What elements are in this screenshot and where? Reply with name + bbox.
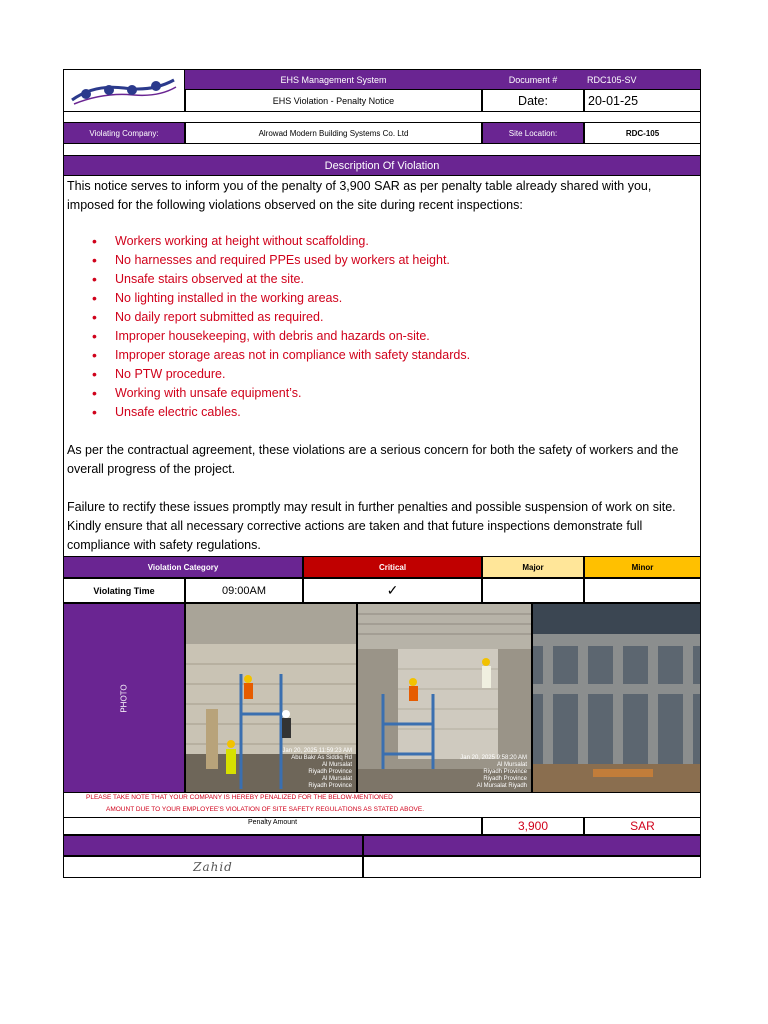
date-value: 20-01-25 [584,89,701,112]
list-item: • No harnesses and required PPEs used by workers at height. [67,251,697,270]
list-item: • Improper housekeeping, with debris and hazards on-site. [67,327,697,346]
site-photo-2 [357,603,532,793]
document-value: RDC105-SV [584,69,701,89]
penalty-amount-value: 3,900 [482,817,584,835]
company-logo [64,70,184,111]
violating-time-label: Violating Time [63,578,185,603]
major-cell [482,578,584,603]
list-item: • No daily report submitted as required. [67,308,697,327]
penalty-notice-line-2: AMOUNT DUE TO YOUR EMPLOYEE'S VIOLATION OF SITE SAFETY REGULATIONS AS STATED ABOVE. [106,806,425,813]
violating-company-label: Violating Company: [63,122,185,144]
minor-header: Minor [584,556,701,578]
site-location-label: Site Location: [482,122,584,144]
violation-list [67,232,697,422]
signature: Zahid [193,860,233,874]
list-item: • Workers working at height without scaffolding. [67,232,697,251]
site-photo-1 [185,603,357,793]
major-header: Major [482,556,584,578]
date-label: Date: [482,89,584,112]
list-item: • Unsafe stairs observed at the site. [67,270,697,289]
site-location-value: RDC-105 [584,122,701,144]
site-photo-3-image [533,604,701,793]
site-photo-3 [532,603,701,793]
spacer-row [63,112,701,122]
list-item: • No PTW procedure. [67,365,697,384]
photo-1-stamp: Jan 20, 2025 11:59:23 AM Abu Bakr As Siddiq Rd Al Mursalat Riyadh Province Al Mursalat Riyadh Province [282,748,352,789]
violating-time-value: 09:00AM [185,578,303,603]
photo-2-stamp: Jan 20, 2025 9:58:20 AM Al Mursalat Riyadh Province Riyadh Province Al Mursalat Riyadh [460,755,527,789]
description-heading: Description Of Violation [63,155,701,176]
notice-title: EHS Violation - Penalty Notice [185,89,482,112]
system-title: EHS Management System [185,69,482,89]
penalty-notice-line-1: PLEASE TAKE NOTE THAT YOUR COMPANY IS HEREBY PENALIZED FOR THE BELOW-MENTIONED [86,794,393,801]
critical-checkmark: ✓ [303,578,482,603]
photo-label-cell [63,603,185,793]
violating-company-value: Alrowad Modern Building Systems Co. Ltd [185,122,482,144]
penalty-notice-block [63,793,701,817]
spacer-row-2 [63,144,701,155]
description-intro: This notice serves to inform you of the penalty of 3,900 SAR as per penalty table already shared with you, imposed for the following violations observed on the site during recent inspections: [67,179,652,212]
critical-header: Critical [303,556,482,578]
description-paragraph-3: Failure to rectify these issues promptly may result in further penalties and possible suspension of work on site. Kindly ensure that all necessary corrective actions are taken and that future inspections demonstrate full compliance with safety regulations. [67,500,676,552]
list-item: • Unsafe electric cables. [67,403,697,422]
violation-category-header: Violation Category [63,556,303,578]
list-item: • Improper storage areas not in compliance with safety standards. [67,346,697,365]
description-paragraph-2: As per the contractual agreement, these violations are a serious concern for both the safety of workers and the overall progress of the project. [67,443,679,476]
penalty-currency: SAR [584,817,701,835]
document-label: Document # [482,69,584,89]
penalty-amount-label: Penalty Amount [63,817,482,835]
description-body [63,176,701,556]
signature-cell-left [63,856,363,878]
list-item: • No lighting installed in the working areas. [67,289,697,308]
signature-cell-right [363,856,701,878]
logo-cell [63,69,185,112]
signature-header-right [363,835,701,856]
minor-cell [584,578,701,603]
photo-label: PHOTO [119,683,129,713]
signature-header-left [63,835,363,856]
list-item: • Working with unsafe equipment’s. [67,384,697,403]
